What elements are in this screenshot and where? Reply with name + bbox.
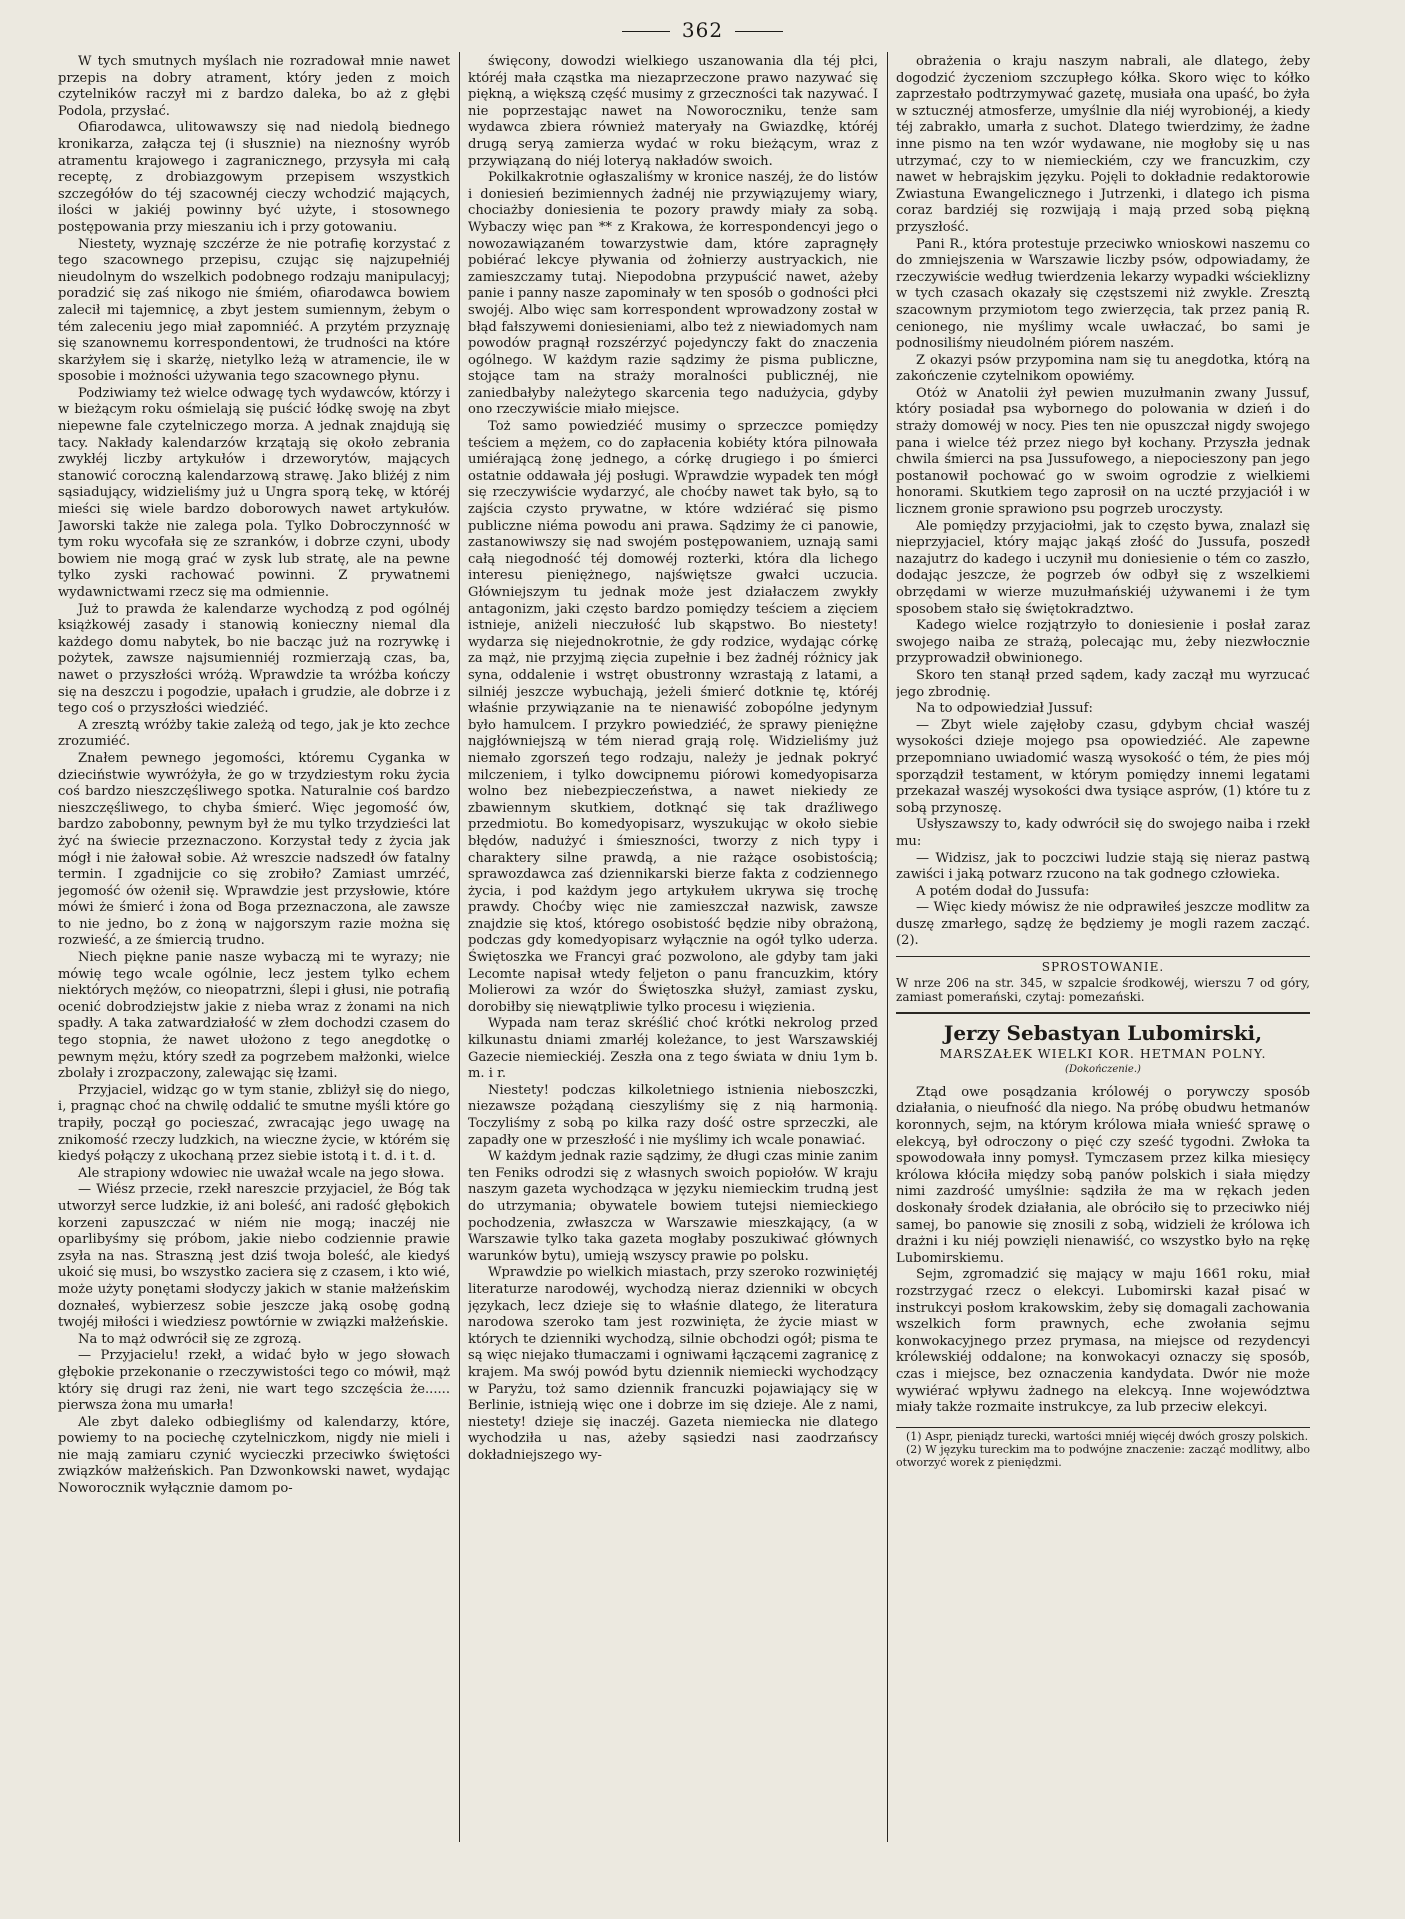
paragraph: W każdym jednak razie sądzimy, że długi czas minie zanim ten Feniks odrodzi się z własnych swoich popiołów. W kraju naszym gazeta wychodząca w języku niemieckim trudną jest do utrzymania; obywatele bowiem tutejsi niemieckiego pochodzenia, zwłaszcza w Warszawie mieszkający, (a w Warszawie tylko taka gazeta mogłaby poszukiwać głównych warunków bytu), umieją wszyscy prawie po polsku.	[468, 1149, 878, 1264]
paragraph: Usłyszawszy to, kady odwrócił się do swojego naiba i rzekł mu:	[896, 817, 1310, 849]
paragraph: — Wiész przecie, rzekł nareszcie przyjaciel, że Bóg tak utworzył serce ludzkie, iż ani boleść, ani radość głębokich korzeni zapuszczać w niém nie mogą; inaczéj nie oparlibyśmy się próbom, jakie niebo codziennie prawie zsyła na nas. Straszną jest dziś twoja boleść, ale kiedyś ukoić się musi, bo wszystko zaciera się z czasem, i kto wié, może użyty ponętami słodyczy jakich w stanie małżeńskim doznałeś, wybierzesz sobie jeszcze jaką osobę godną twojéj miłości i wiedziesz powtórnie w związki małżeńskie.	[58, 1182, 450, 1331]
paragraph: Kadego wielce rozjątrzyło to doniesienie i posłał zaraz swojego naiba ze strażą, polecając mu, żeby niezwłocznie przyprowadził obwinionego.	[896, 618, 1310, 667]
correction-title: SPROSTOWANIE.	[896, 956, 1310, 976]
paragraph: — Przyjacielu! rzekł, a widać było w jego słowach głębokie przekonanie o rzeczywistości tego co mówił, mąż który się drugi raz żeni, nie wart tego szczęścia że...... pierwsza żona mu umarła!	[58, 1348, 450, 1414]
paragraph: Pani R., która protestuje przeciwko wnioskowi naszemu co do zmniejszenia w Warszawie liczby psów, odpowiadamy, że rzeczywiście według twierdzenia lekarzy wypadki wścieklizny w tych czasach okazały się częstszemi niż zwykle. Zresztą szacownym przymiotom tego zwierzęcia, tak przez panią R. cenionego, nie myślimy wcale uwłaczać, bo sami je podnosiliśmy nieudolném piórem naszém.	[896, 236, 1310, 352]
paragraph: — Więc kiedy mówisz że nie odprawiłeś jeszcze modlitw za duszę zmarłego, sądzę że będziemy je mogli razem zacząć. (2).	[896, 900, 1310, 949]
column-right	[896, 54, 1310, 1914]
paragraph: A potém dodał do Jussufa:	[916, 883, 1090, 899]
footnote: (1) Aspr, pieniądz turecki, wartości mniéj więcéj dwóch groszy polskich.	[906, 1429, 1309, 1443]
page-number: 362	[0, 18, 1405, 42]
paragraph: Wprawdzie po wielkich miastach, przy szeroko rozwiniętéj literaturze narodowéj, wychodzą nieraz dzienniki w obcych językach, lecz dzieje się to właśnie dlatego, że literatura narodowa szeroko tam jest rozwinięta, że życie miast w których te dzienniki wychodzą, silnie obchodzi ogół; pisma te są więc niejako tłumaczami i ogniwami łączącemi zagranicę z krajem. Ma swój powód bytu dziennik niemiecki wychodzący w Paryżu, toż samo dziennik francuzki pojawiający się w Berlinie, istnieją więc one i dobrze im się dzieje. Ale z nami, niestety! dzieje się inaczéj. Gazeta niemiecka nie dlatego wychodziła u nas, ażeby sąsiedzi nasi zaodrzańscy dokładniejszego wy-	[468, 1265, 878, 1463]
column-middle	[468, 54, 878, 1914]
paragraph: Ale zbyt daleko odbiegliśmy od kalendarzy, które, powiemy to na pociechę czytelniczkom, nigdy nie mieli i nie mają zamiaru czynić wycieczki przeciwko świętości związków małżeńskich. Pan Dzwonkowski nawet, wydając Noworocznik wyłącznie damom po-	[58, 1414, 450, 1497]
paragraph: — Widzisz, jak to poczciwi ludzie stają się nieraz pastwą zawiści i jaką potwarz rzucono na tak godnego człowieka.	[896, 850, 1310, 883]
paragraph: Niech piękne panie nasze wybaczą mi te wyrazy; nie mówię tego wcale ogólnie, lecz jestem tylko echem niektórych mężów, co nieopatrzni, ślepi i głusi, nie potrafią ocenić dobrodziejstw jakie z nieba wraz z żonami na nich spadły. A taka zatwardziałość w złem dochodzi czasem do tego stopnia, że nawet ułożono z tego anegdotkę o pewnym mężu, który szedł za pogrzebem małżonki, wielce zbolały i zrozpaczony, zalewając się łzami.	[58, 950, 450, 1082]
paragraph: Ale pomiędzy przyjaciołmi, jak to często bywa, znalazł się nieprzyjaciel, który mając jakąś złość do Jussufa, poszedł nazajutrz do kadego i uczynił mu doniesienie o tém co zaszło, dodając jeszcze, że pogrzeb ów odbył się z wszelkiemi obrzędami w wierze muzułmańskiéj używanemi i że tym sposobem stało się świętokradztwo.	[896, 518, 1310, 617]
correction-text: W nrze 206 na str. 345, w szpalcie środkowéj, wierszu 7 od góry, zamiast pomerański, czytaj: pomezański.	[896, 975, 1310, 1004]
paragraph: Niestety! podczas kilkoletniego istnienia nieboszczki, niezawsze pożądaną cieszyliśmy się z nią harmonią. Toczyliśmy z sobą po kilka razy dość ostre sprzeczki, ale zapadły one w przeszłość i nie myślimy ich wcale ponawiać.	[468, 1082, 878, 1148]
article-subtitle: MARSZAŁEK WIELKI KOR. HETMAN POLNY.	[939, 1045, 1267, 1061]
paragraph: W tych smutnych myślach nie rozradował mnie nawet przepis na dobry atrament, który jeden z moich czytelników raczył mi z bardzo daleka, bo aż z głębi Podola, przysłać.	[58, 54, 450, 119]
paragraph: Już to prawda że kalendarze wychodzą z pod ogólnéj książkowéj zasady i stanowią konieczny niemal dla każdego domu nabytek, bo nie bacząc już na rozrywkę i pożytek, zawsze najsumienniéj rozmierzają czas, ba, nawet o przyszłości wróżą. Wprawdzie ta wróżba kończy się na deszczu i pogodzie, upałach i grudzie, ale dobrze i z tego coś o przyszłości wiedziéć.	[58, 601, 450, 717]
paragraph: Skoro ten stanął przed sądem, kady zaczął mu wyrzucać jego zbrodnię.	[896, 667, 1310, 700]
paragraph: A zresztą wróżby takie zależą od tego, jak je kto zechce zrozumiéć.	[58, 717, 450, 750]
column-divider	[887, 52, 888, 1842]
paragraph: Pokilkakrotnie ogłaszaliśmy w kronice naszéj, że do listów i doniesień bezimiennych żadnéj nie przywiązujemy wiary, chociażby doniesienia te pozory prawdy miały za sobą. Wybaczy więc pan ** z Krakowa, że korrespondencyi jego o nowozawiązaném towarzystwie dam, które zapragnęły pobiérać lekcye pływania od żołnierzy austryackich, nie zamieszczamy tutaj. Niepodobna przypuścić nawet, ażeby panie i panny nasze zapominały w ten sposób o godności płci swojéj. Albo więc sam korrespondent wprowadzony został w błąd fałszywemi doniesieniami, albo też z niewiadomych nam powodów pragnął rozszérzyć pojedynczy fakt do znaczenia ogólnego. W każdym razie sądzimy że pisma publiczne, stojące tam na straży moralności publicznéj, nie zaniedbałyby należytego skarcenia tego nadużycia, gdyby ono rzeczywiście miało miejsce.	[468, 170, 878, 418]
paragraph: Ztąd owe posądzania królowéj o porywczy sposób działania, o nieufność dla niego. Na próbę obudwu hetmanów koronnych, sejm, na którym królowa miała wnieść sprawę o elekcyą, był odroczony o pięć czy sześć tygodni. Zwłoka ta spowodowała inny pomysł. Tymczasem przez kilka miesięcy królowa kłóciła między sobą panów polskich i siała między nimi zazdrość umyślnie: sądziła że ma w rękach jeden doskonały środek działania, ale obróciło się to przeciwko niéj samej, bo panowie się znosili z sobą, widzieli że królowa ich drażni i ku niéj powzięli nienawiść, co wszystko było na rękę Lubomirskiemu.	[896, 1084, 1310, 1266]
column-left	[58, 54, 450, 1914]
paragraph: święcony, dowodzi wielkiego uszanowania dla téj płci, któréj mała cząstka ma niezaprzeczone prawo nazywać się piękną, a większą część musimy z grzeczności tak nazywać. I nie poprzestając nawet na Noworoczniku, tenże sam wydawca zbiera również materyały na Gwiazdkę, któréj drugą seryą zamierza wydać w roku bieżącym, wraz z przywiązaną do niéj loteryą nakładów swoich.	[468, 54, 878, 169]
paragraph: Niestety, wyznaję szczérze że nie potrafię korzystać z tego szacownego przepisu, czując się najzupełniéj nieudolnym do wszelkich podobnego rodzaju manipulacyj; poradzić się zaś nikogo nie śmiém, ofiarodawca bowiem zalecił mi tajemnicę, a zbyt jestem sumiennym, żebym o tém zaleceniu jego miał zapomniéć. A przytém przyznaję się szanownemu korrespondentowi, że trudności na które skarżyłem się i skarżę, nietylko leżą w atramencie, ile w sposobie i możności używania tego szacownego płynu.	[58, 236, 450, 385]
paragraph: Ale strapiony wdowiec nie uważał wcale na jego słowa.	[78, 1165, 445, 1181]
paragraph: — Zbyt wiele zajęłoby czasu, gdybym chciał waszéj wysokości dzieje mojego psa opowiedziéć. Ale zapewne przepomniano uwiadomić waszą wysokość o tém, że pies mój sporządził testament, w którym pomiędzy innemi legatami przekazał waszéj wysokości dwa tysiące asprów, (1) które tu z sobą przynoszę.	[896, 717, 1310, 816]
paragraph: Wypada nam teraz skréślić choć krótki nekrolog przed kilkunastu dniami zmarłéj koleżance, to jest Warszawskiéj Gazecie niemieckiéj. Zeszła ona z tego świata w dniu 1ym b. m. i r.	[468, 1016, 878, 1082]
paragraph: Podziwiamy też wielce odwagę tych wydawców, którzy i w bieżącym roku ośmielają się puścić łódkę swoję na zbyt niepewne fale czytelniczego morza. A jednak znajdują się tacy. Nakłady kalendarzów krzątają się około zebrania zwykłéj liczby artykułów i drzeworytów, mających stanowić coroczną kalendarzową strawę. Jako bliżéj z nim sąsiadujący, widzieliśmy już u Ungra sporą tekę, w któréj mieści się wiele bardzo doborowych nawet artykułów. Jaworski także nie zalega pola. Tylko Dobroczynność w tym roku wycofała się ze szranków, i dobrze czyni, ubody bowiem nie mogą grać w zysk lub stratę, ale na pewne tylko zyski rachować powinni. Z prywatnemi wydawnictwami rzecz się ma odmiennie.	[58, 385, 450, 600]
article-note: (Dokończenie.)	[1065, 1064, 1141, 1076]
paragraph: Ofiarodawca, ulitowawszy się nad niedolą biednego kronikarza, załącza tej (i słusznie) na nieznośny wyrób atramentu krajowego i zagranicznego, przysyła mi całą receptę, z drobiazgowym przepisem wszystkich szczegółów do téj szacownéj cieczy wchodzić mających, ilości w jakiéj powinny być użyte, i stosownego postępowania przy mieszaniu ich i przy gotowaniu.	[58, 120, 450, 235]
article-title: Jerzy Sebastyan Lubomirski,	[896, 1012, 1310, 1046]
paragraph: Na to mąż odwrócił się ze zgrozą.	[78, 1331, 302, 1347]
paragraph: Otóż w Anatolii żył pewien muzułmanin zwany Jussuf, który posiadał psa wybornego do polowania w dzień i do straży domowéj w nocy. Pies ten nie opuszczał nigdy swojego pana i wielce téż przez niego był kochany. Przyszła jednak chwila śmierci na psa Jussufowego, a niepocieszony pan jego postanowił pochować go w swoim ogrodzie z wielkiemi honorami. Skutkiem tego zaprosił on na uczté przyjaciół i w licznem gronie sprawiono psu pogrzeb uroczysty.	[896, 385, 1310, 518]
paragraph: Toż samo powiedziéć musimy o sprzeczce pomiędzy teściem a mężem, co do zapłacenia kobiéty która pilnowała umiérającą żonę jednego, a córkę drugiego i po śmierci ostatnie oddawała jéj posługi. Wprawdzie wypadek ten mógł się rzeczywiście wydarzyć, ale choćby nawet tak było, są to zajścia czysto prywatne, w które wdziérać się pismo publiczne niéma powodu ani prawa. Sądzimy że ci panowie, zastanowiwszy się nad swojém postępowaniem, uznają sami całą niegodność téj domowéj rozterki, która dla lichego interesu pieniężnego, najświętsze gwałci uczucia. Główniejszym tu jednak może jest działaczem zwykły antagonizm, jaki często bardzo pomiędzy teściem a zięciem istnieje, aniżeli nieczułość lub skąpstwo. Bo niestety! wydarza się niejednokrotnie, że gdy rodzice, wydając córkę za mąż, nie przyjmą zięcia zupełnie i bez żadnéj różnicy jak syna, oddalenie i wstręt obustronny wzrastają z latami, a silniéj jeszcze wybuchają, jeżeli śmierć dotknie tę, któréj właśnie przywiązanie na te nienawiść zobopólne jedynym było hamulcem. I przykro powiedziéć, że sprawy pieniężne najgłówniejszą w tém nierad grają rolę. Widzieliśmy już niemało zgorszeń tego rodzaju, należy je jednak pokryć milczeniem, i tylko dowcipnemu piórowi komedyopisarza wolno bez niebezpieczeństwa, a nawet niekiedy ze zbawiennym skutkiem, dotknąć się tak draźliwego przedmiotu. Bo komedyopisarz, wyszukując w około siebie błędów, nadużyć i śmieszności, tworzy z nich typy i charaktery silne prawdą, a nie rażące osobistością; sprawozdawca zaś dziennikarski bierze fakta z codziennego życia, i pod każdym jego artykułem ukrywa się trochę prawdy. Choćby więc nie zamieszczał nazwisk, zawsze znajdzie się ktoś, którego osobistość będzie niby obrażoną, podczas gdy komedyopisarz wyłącznie na ogół tylko uderza. Świętoszka we Francyi grać pozwolono, ale gdyby tam jaki Lecomte napisał wtedy feljeton o panu francuzkim, który Molierowi za wzór do Świętoszka służył, zamiast zysku, dorobiłby się niewątpliwie tylko procesu i więzienia.	[468, 419, 878, 1015]
paragraph: Na to odpowiedział Jussuf:	[916, 701, 1093, 717]
footnotes	[896, 1427, 1310, 1469]
paragraph: obrażenia o kraju naszym nabrali, ale dlatego, żeby dogodzić życzeniom szczupłego kółka. Skoro więc to kółko zaprzestało podtrzymywać gazetę, musiała ona upaść, bo żyła w sztucznéj atmosferze, umyślnie dla niéj wyrobionéj, a kiedy téj zabrakło, umarła z suchot. Dlatego twierdzimy, że żadne inne pismo na ten wzór wydawane, nie mogłoby się u nas utrzymać, czy to w niemieckiém, czy we francuzkim, czy nawet w hebrajskim języku. Pojęli to dokładnie redaktorowie Zwiastuna Ewangelicznego i Jutrzenki, i dlatego ich pisma coraz bardziéj się rozwijają i mają przed sobą piękną przyszłość.	[896, 54, 1310, 235]
paragraph: Z okazyi psów przypomina nam się tu anegdotka, którą na zakończenie czytelnikom opowiémy.	[896, 352, 1310, 385]
column-divider	[459, 52, 460, 1842]
paragraph: Przyjaciel, widząc go w tym stanie, zbliżył się do niego, i, pragnąc choć na chwilę oddalić te smutne myśli które go trapiły, począł go pocieszać, zwracając jego uwagę na znikomość rzeczy ludzkich, na wieczne życie, w którém się kiedyś połączy z ukochaną przez siebie istotą i t. d. i t. d.	[58, 1082, 450, 1165]
footnote: (2) W języku tureckim ma to podwójne znaczenie: zacząć modlitwy, albo otworzyć worek z pieniędzmi.	[896, 1442, 1310, 1469]
paragraph: Sejm, zgromadzić się mający w maju 1661 roku, miał rozstrzygać rzecz o elekcyi. Lubomirski kazał pisać w instrukcyi posłom krakowskim, żeby się domagali zachowania wszelkich form prawnych, eche zwołania sejmu konwokacyjnego przez prymasa, na miejsce od rezydencyi królewskiéj oddalone; na konwokacyi oznaczy się sposób, czas i miejsce, bez oznaczenia kandydata. Dwór nie może wywiérać wpływu żadnego na elekcyą. Inne województwa miały także rozmaite instrukcye, za lub przeciw elekcyi.	[896, 1267, 1310, 1416]
paragraph: Znałem pewnego jegomości, któremu Cyganka w dzieciństwie wywróżyła, że go w trzydziestym roku życia coś bardzo nieszczęśliwego spotka. Naturalnie coś bardzo nieszczęśliwego, to chyba śmierć. Więc jegomość ów, bardzo zabobonny, pewnym był że mu tylko trzydzieści lat żyć na świecie przeznaczono. Korzystał tedy z życia jak mógł i nie żałował sobie. Aż wreszcie nadszedł ów fatalny termin. I zgadnijcie co się zrobiło? Zamiast umrzéć, jegomość ów ożenił się. Wprawdzie jest przysłowie, które mówi że śmierć i żona od Boga przeznaczona, ale zawsze to nie jedno, bo z żoną w najgorszym razie można się rozwieść, a ze śmiercią trudno.	[58, 750, 450, 949]
